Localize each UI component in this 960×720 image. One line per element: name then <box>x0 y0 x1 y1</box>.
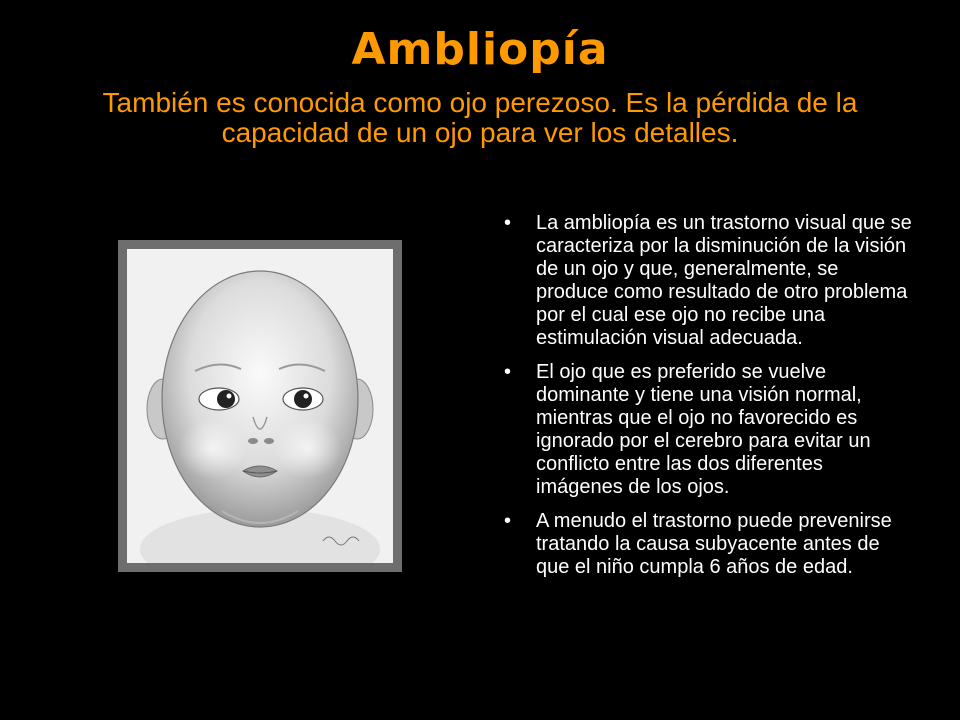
bullet-text: A menudo el trastorno puede prevenirse tratando la causa subyacente antes de que el niño cumpla 6 años de edad. <box>536 510 892 578</box>
bullet-list <box>504 212 914 590</box>
bullet-text: El ojo que es preferido se vuelve dominante y tiene una visión normal, mientras que el ojo no favorecido es ignorado por el cerebro para evitar un conflicto entre las dos diferentes imágenes de los ojos. <box>536 361 871 498</box>
bullet-item <box>504 510 914 579</box>
bullet-item <box>504 361 914 499</box>
bullet-item <box>504 212 914 350</box>
portrait-frame <box>118 240 402 572</box>
bullet-text: La ambliopía es un trastorno visual que se caracteriza por la disminución de la visión de un ojo y que, generalmente, se produce como resultado de otro problema por el cual ese ojo no recibe una estimulación visual adecuada. <box>536 212 912 349</box>
bullet-dot-icon: • <box>504 510 512 532</box>
bullet-dot-icon: • <box>504 212 512 234</box>
baby-portrait-drawing <box>127 249 393 563</box>
slide-title: Ambliopía <box>351 24 609 75</box>
slide-subtitle: También es conocida como ojo perezoso. Es la pérdida de la capacidad de un ojo para ver los detalles. <box>102 87 858 148</box>
bullet-dot-icon: • <box>504 361 512 383</box>
baby-portrait-image <box>127 249 393 563</box>
